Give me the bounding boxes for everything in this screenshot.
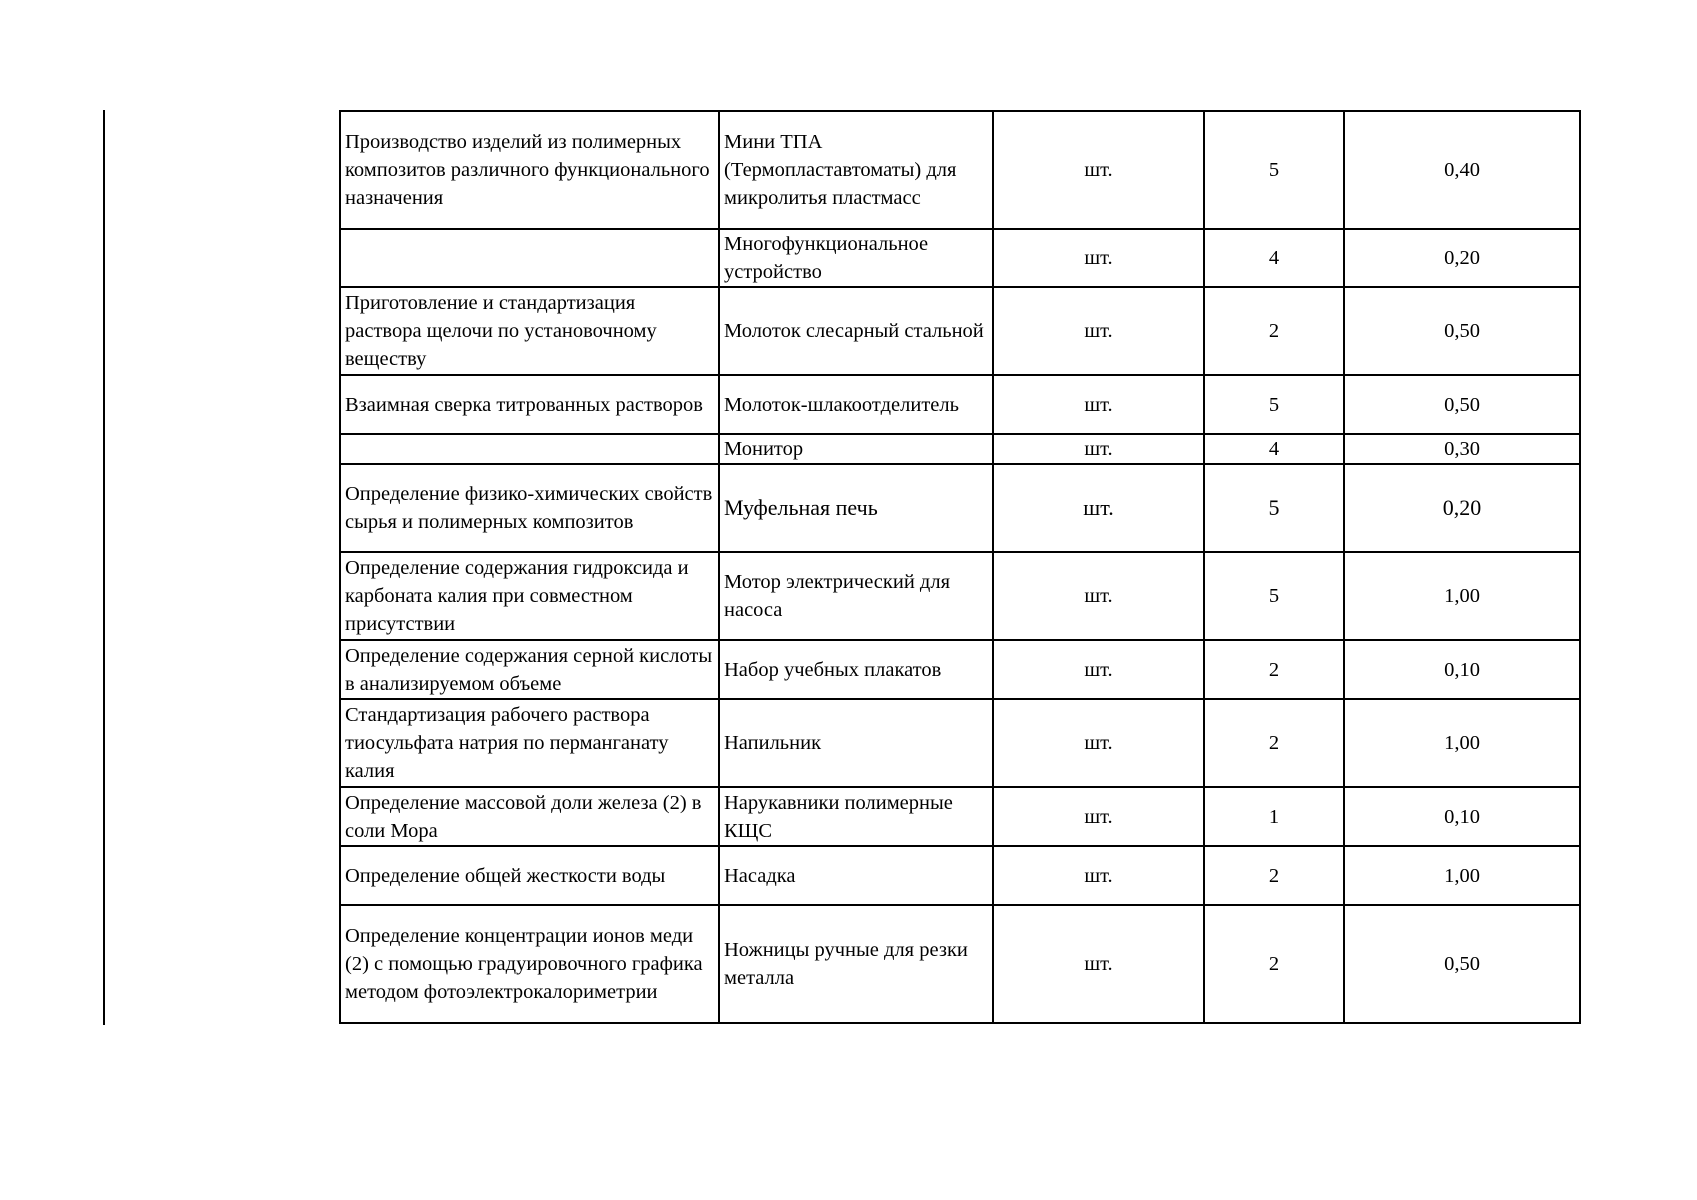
norm-cell: 0,20: [1344, 229, 1580, 287]
operation-cell: Определение физико-химических свойств сырья и полимерных композитов: [340, 464, 719, 552]
equipment-cell: Набор учебных плакатов: [719, 640, 993, 699]
table-row: [340, 905, 1580, 1023]
unit-cell: шт.: [993, 229, 1204, 287]
table-row: [340, 287, 1580, 375]
equipment-cell: Напильник: [719, 699, 993, 787]
unit-cell: шт.: [993, 111, 1204, 229]
unit-cell: шт.: [993, 375, 1204, 434]
quantity-cell: 5: [1204, 464, 1344, 552]
norm-cell: 0,20: [1344, 464, 1580, 552]
norm-cell: 0,10: [1344, 787, 1580, 846]
norm-cell: 0,30: [1344, 434, 1580, 464]
left-margin-line: [103, 110, 105, 1025]
operation-cell: Определение массовой доли железа (2) в соли Мора: [340, 787, 719, 846]
norm-cell: 1,00: [1344, 846, 1580, 905]
equipment-cell: Мотор электрический для насоса: [719, 552, 993, 640]
quantity-cell: 2: [1204, 640, 1344, 699]
equipment-cell: Насадка: [719, 846, 993, 905]
unit-cell: шт.: [993, 434, 1204, 464]
table-row: [340, 434, 1580, 464]
operation-cell: Определение концентрации ионов меди (2) с помощью градуировочного графика методом фотоэлектрокалориметрии: [340, 905, 719, 1023]
quantity-cell: 2: [1204, 846, 1344, 905]
unit-cell: шт.: [993, 464, 1204, 552]
unit-cell: шт.: [993, 905, 1204, 1023]
operation-cell: Стандартизация рабочего раствора тиосульфата натрия по перманганату калия: [340, 699, 719, 787]
table-row: [340, 699, 1580, 787]
operation-cell: Приготовление и стандартизация раствора щелочи по установочному веществу: [340, 287, 719, 375]
table-row: [340, 111, 1580, 229]
norm-cell: 0,50: [1344, 287, 1580, 375]
equipment-cell: Монитор: [719, 434, 993, 464]
norm-cell: 0,10: [1344, 640, 1580, 699]
operation-cell: Производство изделий из полимерных композитов различного функционального назначения: [340, 111, 719, 229]
operation-cell: Определение содержания гидроксида и карбоната калия при совместном присутствии: [340, 552, 719, 640]
quantity-cell: 4: [1204, 229, 1344, 287]
operation-cell: [340, 434, 719, 464]
norm-cell: 1,00: [1344, 552, 1580, 640]
equipment-cell: Молоток слесарный стальной: [719, 287, 993, 375]
table-row: [340, 640, 1580, 699]
unit-cell: шт.: [993, 699, 1204, 787]
unit-cell: шт.: [993, 287, 1204, 375]
equipment-cell: Муфельная печь: [719, 464, 993, 552]
table-row: [340, 846, 1580, 905]
operation-cell: Взаимная сверка титрованных растворов: [340, 375, 719, 434]
quantity-cell: 5: [1204, 375, 1344, 434]
equipment-table: [339, 110, 1581, 1024]
equipment-cell: Мини ТПА (Термопластавтоматы) для микролитья пластмасс: [719, 111, 993, 229]
quantity-cell: 5: [1204, 111, 1344, 229]
norm-cell: 0,50: [1344, 905, 1580, 1023]
quantity-cell: 1: [1204, 787, 1344, 846]
equipment-cell: Многофункциональное устройство: [719, 229, 993, 287]
table-row: [340, 375, 1580, 434]
norm-cell: 0,40: [1344, 111, 1580, 229]
operation-cell: [340, 229, 719, 287]
table-row: [340, 229, 1580, 287]
quantity-cell: 2: [1204, 699, 1344, 787]
operation-cell: Определение общей жесткости воды: [340, 846, 719, 905]
quantity-cell: 2: [1204, 905, 1344, 1023]
norm-cell: 1,00: [1344, 699, 1580, 787]
operation-cell: Определение содержания серной кислоты в анализируемом объеме: [340, 640, 719, 699]
unit-cell: шт.: [993, 787, 1204, 846]
quantity-cell: 5: [1204, 552, 1344, 640]
table-row: [340, 787, 1580, 846]
norm-cell: 0,50: [1344, 375, 1580, 434]
unit-cell: шт.: [993, 640, 1204, 699]
equipment-cell: Молоток-шлакоотделитель: [719, 375, 993, 434]
equipment-cell: Нарукавники полимерные КЩС: [719, 787, 993, 846]
unit-cell: шт.: [993, 846, 1204, 905]
table-row: [340, 552, 1580, 640]
quantity-cell: 4: [1204, 434, 1344, 464]
equipment-cell: Ножницы ручные для резки металла: [719, 905, 993, 1023]
table-row: [340, 464, 1580, 552]
unit-cell: шт.: [993, 552, 1204, 640]
quantity-cell: 2: [1204, 287, 1344, 375]
